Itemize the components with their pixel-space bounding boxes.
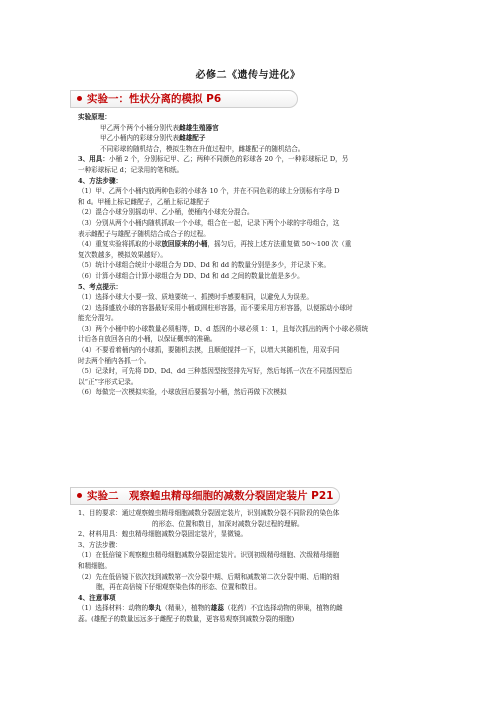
text-line: （5）统计小球组合统计小球组合为 DD、Dd 和 dd 的数量分别是多少，并记录下来。 [78, 261, 331, 270]
text-span: 甲乙小桶内的彩球分别代表 [100, 134, 180, 143]
text-line: 蕊。(雄配子的数量远远多于雌配子的数量，更容易观察到减数分裂的细胞) [78, 614, 295, 623]
text-line [78, 123, 423, 134]
text-line: 以“正”字形式记录。 [78, 377, 138, 386]
section-heading: 5、考点提示： [78, 282, 123, 291]
text-line: （1）在低倍镜下观察蝗虫精母细胞减数分裂固定装片。识别初级精母细胞、次级精母细胞 [78, 551, 340, 560]
text-span: （花药）不宜选择动物的卵巢，植物的雌 [223, 604, 343, 613]
text-line: （6）每做完一次模拟实验，小球放回后要摇匀小桶，然后再做下次模拟 [78, 388, 287, 397]
text-line: 表示雌配子与雄配子随机结合成合子的过程。 [78, 229, 210, 238]
text-line: （1）选择小球大小要一致、质地要统一、抓摸时手感要相同，以避免人为误差。 [78, 293, 313, 302]
section-heading: 4、注意事项 [78, 593, 116, 602]
text-line [78, 239, 423, 250]
red-dot-icon [77, 493, 82, 498]
text-line: 1、目的要求：通过观察蝗虫精母细胞减数分裂固定装片，识别减数分裂不同阶段的染色体 [78, 509, 340, 517]
text-line [78, 133, 423, 144]
text-line: 复次数越多，模拟效果越好）。 [78, 250, 168, 259]
text-line: 时去两个桶内各抓一个。 [78, 356, 151, 365]
page-title: 必修二《遗传与进化》 [195, 70, 301, 81]
text-line: （2）选择盛放小球的容器最好采用小桶或圆柱形容器，而不要采用方形容器，以便摇动小球时 [78, 303, 353, 312]
text-line: （6）计算小球组合计算小球组合为 DD、Dd 和 dd 之间的数量比值是多少。 [78, 271, 304, 280]
text-line: 的形态、位置和数目，加深对减数分裂过程的理解。 [152, 519, 304, 528]
text-line: （4）不要看着桶内的小球抓，要随机去摸，且顺便搅拌一下，以增大其随机性，用双手同 [78, 346, 340, 355]
text-span: （4）重复实验将抓取的小球 [78, 240, 162, 249]
text-line: 不同彩球的随机结合，模拟生物在升值过程中，雌雄配子的随机结合。 [100, 144, 305, 153]
text-line [78, 603, 423, 614]
text-line: 胞，再在高倍镜下仔细观察染色体的形态、位置和数目。 [96, 583, 261, 592]
text-line: 计后各自放回各自的小桶，以保证概率的准确。 [78, 335, 217, 344]
text-line: 和精细胞。 [78, 561, 111, 570]
experiment-1-title: 实验一：性状分离的模拟 P6 [87, 93, 222, 105]
keyword: 雌雄配子 [179, 134, 206, 143]
text-line: 2、材料用具：蝗虫精母细胞减数分裂固定装片，显微镜。 [78, 530, 248, 539]
text-line: （2）先在低倍镜下依次找到减数第一次分裂中期、后期和减数第二次分裂中期、后期的细 [78, 572, 340, 581]
text-line: （2）混合小球分别摇动甲、乙小桶，使桶内小球充分混合。 [78, 208, 254, 217]
text-line: （1）甲、乙两个小桶内放两种色彩的小球各 10 个，并在不同色彩的球上分别标有字母 D [78, 187, 340, 196]
experiment-1-banner [70, 90, 298, 108]
keyword: 雄蕊 [210, 604, 224, 613]
text-span: （1）选择材料：动物的 [78, 604, 149, 613]
experiment-2-banner [70, 487, 340, 505]
section-heading: 实验原理： [78, 113, 111, 121]
keyword: 睾丸 [148, 604, 162, 613]
text-span: 甲乙两个两个小桶分别代表 [100, 123, 180, 132]
text-line: （3）两个小桶中的小球数量必须相等，D、d 基因的小球必须 1：1，且每次抓出的两个小球必须统 [78, 324, 369, 333]
keyword: 放回原来的小桶 [161, 240, 208, 249]
section-heading: 4、方法步骤： [78, 176, 123, 185]
text-line: 和 d。甲桶上标记雌配子，乙桶上标记雄配子 [78, 197, 210, 206]
text-line: 能充分混匀。 [78, 314, 118, 323]
text-line: （5）记录时，可先将 DD、Dd、dd 三种基因型按竖排先写好，然后每抓一次在不同基因型后 [78, 367, 353, 376]
red-dot-icon [77, 96, 82, 101]
experiment-2-body [78, 508, 423, 625]
section-heading: 3、用具： [78, 155, 109, 164]
text-line [78, 154, 423, 165]
text-span: （精巢），植物的 [161, 604, 211, 613]
text-span: 小桶 2 个，分别标记甲、乙；两种不同颜色的彩球各 20 个，一种彩球标记 D，另 [108, 155, 349, 164]
text-line: 一种彩球标记 d；记录用的笔和纸。 [78, 165, 184, 174]
text-line: 3、方法步骤： [78, 540, 122, 549]
experiment-1-body [78, 112, 423, 398]
experiment-2-title: 实验二 观察蝗虫精母细胞的减数分裂固定装片 P21 [87, 490, 334, 502]
text-line: （3）分别从两个小桶内随机抓取一个小球，组合在一起，记录下两个小球的字母组合，这 [78, 218, 340, 227]
keyword: 雌雄生殖器官 [179, 123, 219, 132]
text-span: ，摇匀后，再按上述方法重复做 50～100 次（重 [207, 240, 352, 249]
